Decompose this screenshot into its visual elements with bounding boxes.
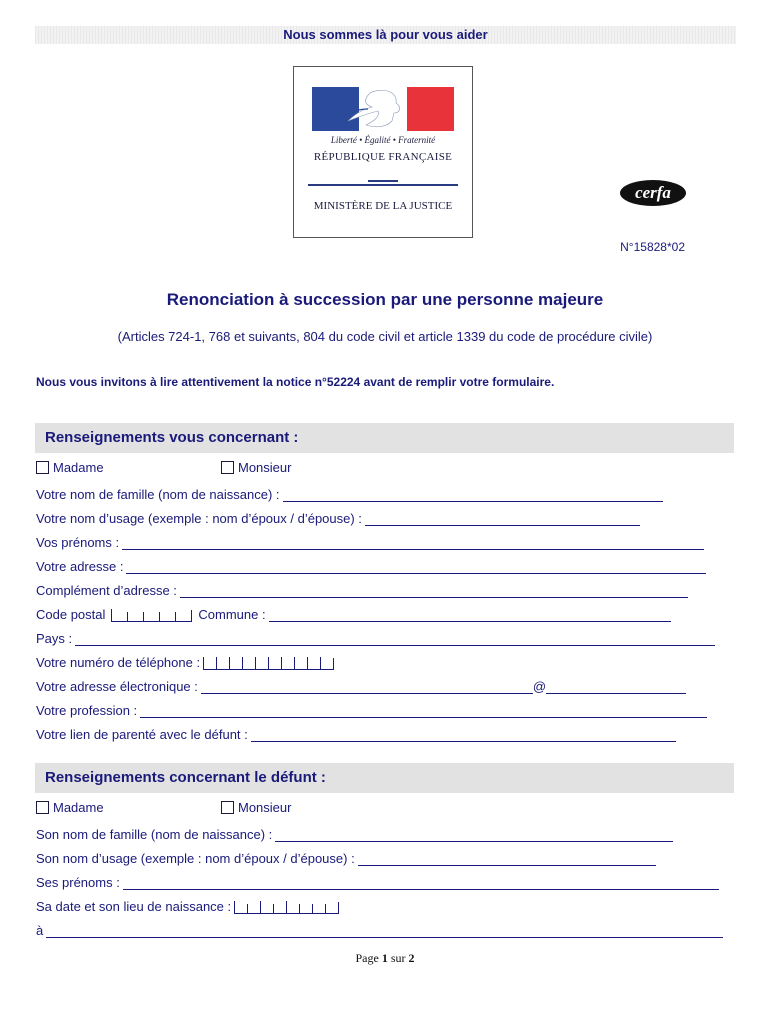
commune-field[interactable] bbox=[269, 609, 671, 622]
declarant-nom-usage-label: Votre nom d’usage (exemple : nom d’époux / d’épouse) : bbox=[36, 511, 362, 526]
declarant-pays-row bbox=[36, 628, 715, 646]
declarant-nom-famille-row bbox=[36, 484, 663, 502]
logo-divider bbox=[308, 184, 458, 186]
section-declarant-header: Renseignements vous concernant : bbox=[35, 423, 734, 453]
cerfa-logo bbox=[619, 178, 687, 208]
declarant-lien-row bbox=[36, 724, 676, 742]
madame-checkbox[interactable] bbox=[36, 461, 49, 474]
defunt-naissance-label: Sa date et son lieu de naissance : bbox=[36, 899, 232, 914]
defunt-date-naissance-field[interactable] bbox=[234, 902, 339, 914]
defunt-prenoms-row bbox=[36, 872, 719, 890]
declarant-complement-label: Complément d’adresse : bbox=[36, 583, 177, 598]
defunt-nom-famille-label: Son nom de famille (nom de naissance) : bbox=[36, 827, 273, 842]
telephone-label: Votre numéro de téléphone : bbox=[36, 655, 201, 670]
defunt-prenoms-label: Ses prénoms : bbox=[36, 875, 120, 890]
email-user-field[interactable] bbox=[201, 681, 533, 694]
defunt-lieu-field[interactable] bbox=[46, 925, 723, 938]
declarant-complement-row bbox=[36, 580, 688, 598]
defunt-monsieur-option[interactable] bbox=[221, 800, 291, 815]
page-separator: sur bbox=[390, 951, 406, 965]
email-domain-field[interactable] bbox=[546, 681, 686, 694]
declarant-adresse-label: Votre adresse : bbox=[36, 559, 124, 574]
defunt-madame-label: Madame bbox=[53, 800, 104, 815]
madame-label: Madame bbox=[53, 460, 104, 475]
declarant-profession-row bbox=[36, 700, 707, 718]
declarant-nom-famille-field[interactable] bbox=[283, 489, 663, 502]
monsieur-checkbox[interactable] bbox=[221, 461, 234, 474]
republique-francaise-label: RÉPUBLIQUE FRANÇAISE bbox=[313, 151, 453, 163]
defunt-lieu-label: à bbox=[36, 923, 44, 938]
notice-instruction: Nous vous invitons à lire attentivement la notice n°52224 avant de remplir votre formulaire. bbox=[36, 375, 555, 389]
defunt-nom-famille-row bbox=[36, 824, 673, 842]
defunt-madame-checkbox[interactable] bbox=[36, 801, 49, 814]
declarant-madame-option[interactable] bbox=[36, 460, 104, 475]
code-postal-label: Code postal bbox=[36, 607, 106, 622]
declarant-prenoms-row bbox=[36, 532, 704, 550]
defunt-monsieur-label: Monsieur bbox=[238, 800, 292, 815]
legal-references: (Articles 724-1, 768 et suivants, 804 du code civil et article 1339 du code de procédure civile) bbox=[117, 329, 653, 344]
logo-divider-mark bbox=[368, 180, 398, 182]
cerfa-logo-text: cerfa bbox=[635, 183, 671, 202]
lien-parente-field[interactable] bbox=[251, 729, 676, 742]
ministry-logo bbox=[293, 66, 473, 238]
declarant-monsieur-option[interactable] bbox=[221, 460, 291, 475]
republic-motto: Liberté • Égalité • Fraternité bbox=[330, 135, 436, 145]
profession-label: Votre profession : bbox=[36, 703, 138, 718]
pays-field[interactable] bbox=[75, 633, 715, 646]
declarant-prenoms-label: Vos prénoms : bbox=[36, 535, 120, 550]
commune-label: Commune : bbox=[198, 607, 266, 622]
defunt-nom-usage-label: Son nom d’usage (exemple : nom d’époux / d’épouse) : bbox=[36, 851, 355, 866]
lien-parente-label: Votre lien de parenté avec le défunt : bbox=[36, 727, 248, 742]
help-banner: Nous sommes là pour vous aider bbox=[35, 26, 736, 44]
declarant-code-postal-row bbox=[36, 604, 671, 622]
declarant-adresse-field[interactable] bbox=[126, 561, 706, 574]
page-number bbox=[0, 951, 770, 966]
declarant-nom-usage-field[interactable] bbox=[365, 513, 640, 526]
defunt-nom-famille-field[interactable] bbox=[275, 829, 673, 842]
defunt-naissance-row bbox=[36, 896, 339, 914]
cerfa-number: N°15828*02 bbox=[620, 240, 685, 254]
marianne-flag-icon bbox=[312, 87, 454, 131]
declarant-complement-field[interactable] bbox=[180, 585, 688, 598]
declarant-email-row bbox=[36, 676, 686, 694]
declarant-telephone-row bbox=[36, 652, 334, 670]
section-defunt-header: Renseignements concernant le défunt : bbox=[35, 763, 734, 793]
declarant-nom-usage-row bbox=[36, 508, 640, 526]
declarant-prenoms-field[interactable] bbox=[122, 537, 704, 550]
email-at-sign: @ bbox=[532, 679, 547, 694]
defunt-monsieur-checkbox[interactable] bbox=[221, 801, 234, 814]
declarant-adresse-row bbox=[36, 556, 706, 574]
code-postal-field[interactable] bbox=[111, 610, 192, 622]
form-title: Renonciation à succession par une personne majeure bbox=[166, 290, 604, 309]
pays-label: Pays : bbox=[36, 631, 73, 646]
defunt-nom-usage-row bbox=[36, 848, 656, 866]
page-prefix: Page bbox=[355, 951, 379, 965]
email-label: Votre adresse électronique : bbox=[36, 679, 198, 694]
telephone-field[interactable] bbox=[203, 658, 334, 670]
defunt-lieu-row bbox=[36, 920, 723, 938]
profession-field[interactable] bbox=[140, 705, 707, 718]
declarant-nom-famille-label: Votre nom de famille (nom de naissance) : bbox=[36, 487, 280, 502]
defunt-madame-option[interactable] bbox=[36, 800, 104, 815]
monsieur-label: Monsieur bbox=[238, 460, 292, 475]
defunt-prenoms-field[interactable] bbox=[123, 877, 719, 890]
page-total: 2 bbox=[408, 951, 415, 965]
ministere-label: MINISTÈRE DE LA JUSTICE bbox=[313, 200, 453, 212]
defunt-nom-usage-field[interactable] bbox=[358, 853, 656, 866]
page-current: 1 bbox=[381, 951, 388, 965]
